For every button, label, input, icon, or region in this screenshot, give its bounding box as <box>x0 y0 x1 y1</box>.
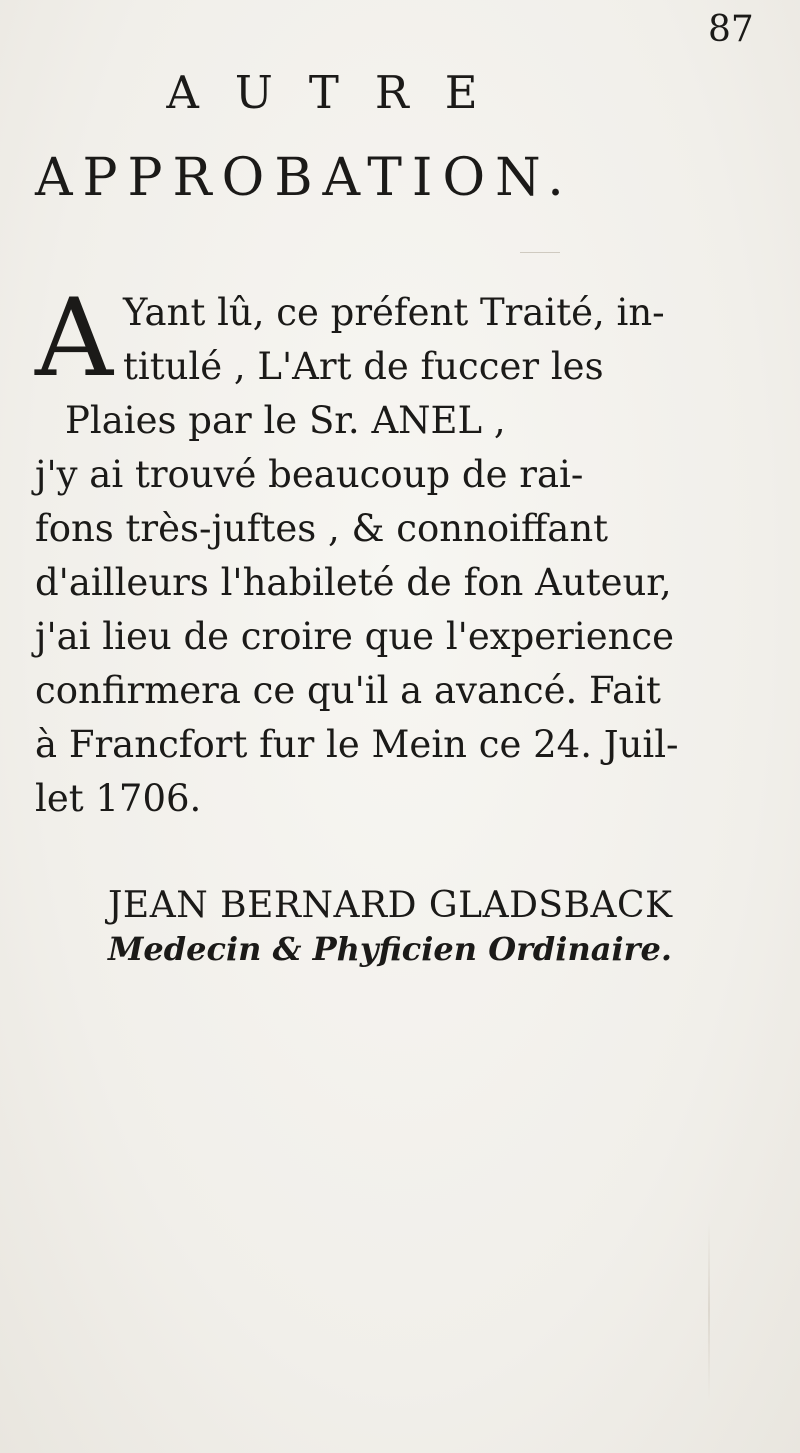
heading-autre-text: AUTRE <box>166 66 514 119</box>
divider <box>520 252 560 253</box>
text-line-9: à Francfort fur le Mein ce 24. Juil- <box>35 723 679 766</box>
text-line-4: j'y ai trouvé beaucoup de rai- <box>35 453 584 496</box>
text-line-7: j'ai lieu de croire que l'experience <box>35 615 675 658</box>
text-line-5: fons très-juftes , & connoiffant <box>35 507 609 550</box>
signature-name: JEAN BERNARD GLADSBACK <box>108 885 673 926</box>
text-line-2: titulé , L'Art de fuccer les <box>123 345 604 388</box>
approbation-paragraph <box>35 276 755 826</box>
heading-approbation: APPROBATION. <box>35 148 574 208</box>
text-line-3: Plaies par le Sr. ANEL , <box>65 399 506 442</box>
text-line-8: confirmera ce qu'il a avancé. Fait <box>35 669 661 712</box>
text-line-6: d'ailleurs l'habileté de fon Auteur, <box>35 561 672 604</box>
heading-autre <box>0 66 800 119</box>
drop-cap: A <box>35 276 113 401</box>
page-number: 87 <box>708 9 754 50</box>
signature-title: Medecin & Phyficien Ordinaire. <box>108 930 672 968</box>
text-line-1: Yant lû, ce préfent Traité, in- <box>123 291 665 334</box>
paper-mark <box>708 1220 710 1400</box>
text-line-10: let 1706. <box>35 777 202 820</box>
